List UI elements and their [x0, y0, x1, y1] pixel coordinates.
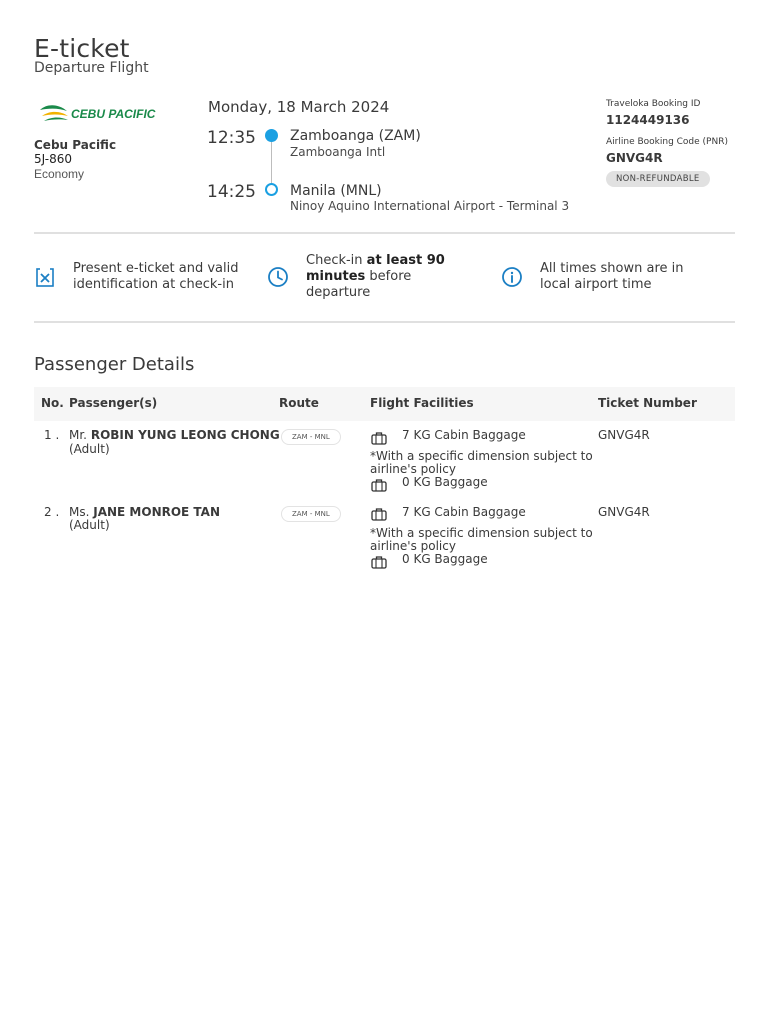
- clock-icon: [267, 266, 289, 288]
- page-title: E-ticket: [34, 34, 130, 63]
- baggage-icon: [371, 477, 387, 491]
- pnr-code: GNVG4R: [606, 151, 663, 165]
- salutation: Ms.: [69, 505, 90, 519]
- column-header-facilities: Flight Facilities: [370, 396, 474, 410]
- arrival-time: 14:25: [207, 182, 256, 202]
- booking-id-label: Traveloka Booking ID: [606, 99, 701, 109]
- divider: [34, 321, 735, 323]
- row-number: 1 .: [44, 428, 60, 442]
- route-line: [271, 142, 272, 184]
- airline-name: Cebu Pacific: [34, 138, 117, 152]
- baggage-icon: [371, 506, 387, 520]
- departure-time: 12:35: [207, 128, 256, 148]
- checked-baggage: 0 KG Baggage: [402, 552, 488, 566]
- checked-baggage: 0 KG Baggage: [402, 475, 488, 489]
- refund-status-badge: NON-REFUNDABLE: [606, 171, 710, 187]
- departure-dot-icon: [265, 129, 278, 142]
- passenger-type: (Adult): [69, 442, 110, 456]
- arrival-airport: Ninoy Aquino International Airport - Terminal 3: [290, 199, 570, 213]
- row-number: 2 .: [44, 505, 60, 519]
- salutation: Mr.: [69, 428, 87, 442]
- departure-city: Zamboanga (ZAM): [290, 128, 421, 144]
- baggage-note: *With a specific dimension subject to airline's policy: [370, 449, 593, 476]
- cabin-baggage: 7 KG Cabin Baggage: [402, 505, 526, 519]
- passenger-full-name: ROBIN YUNG LEONG CHONG: [90, 428, 280, 442]
- id-notice: Present e-ticket and valid identification at check-in: [73, 261, 239, 292]
- passenger-section-title: Passenger Details: [34, 354, 195, 375]
- column-header-ticket: Ticket Number: [598, 396, 697, 410]
- passenger-type: (Adult): [69, 518, 110, 532]
- info-icon: [501, 266, 523, 288]
- svg-text:CEBU PACIFIC: CEBU PACIFIC: [71, 107, 156, 121]
- passenger-name: [69, 428, 280, 442]
- passenger-name: [69, 505, 220, 519]
- arrival-city: Manila (MNL): [290, 183, 382, 199]
- baggage-note: *With a specific dimension subject to airline's policy: [370, 526, 593, 553]
- checkin-suffix: before departure: [306, 269, 412, 300]
- checkin-emphasis: at least 90 minutes: [306, 253, 445, 284]
- divider: [34, 232, 735, 234]
- id-card-icon: [35, 267, 55, 287]
- ticket-number: GNVG4R: [598, 428, 650, 442]
- route-pill: ZAM - MNL: [281, 506, 341, 522]
- ticket-number: GNVG4R: [598, 505, 650, 519]
- departure-airport: Zamboanga Intl: [290, 145, 386, 159]
- column-header-route: Route: [279, 396, 319, 410]
- column-header-no: No.: [41, 396, 64, 410]
- checkin-prefix: Check-in: [306, 253, 367, 268]
- checkin-notice: [306, 253, 456, 301]
- baggage-icon: [371, 554, 387, 568]
- cabin-class: Economy: [34, 167, 85, 181]
- baggage-icon: [371, 430, 387, 444]
- flight-number: 5J-860: [34, 152, 72, 166]
- flight-date: Monday, 18 March 2024: [208, 98, 390, 116]
- arrival-dot-icon: [265, 183, 278, 196]
- pnr-label: Airline Booking Code (PNR): [606, 137, 728, 147]
- column-header-passenger: Passenger(s): [69, 396, 158, 410]
- booking-id: 1124449136: [606, 113, 690, 127]
- passenger-full-name: JANE MONROE TAN: [93, 505, 221, 519]
- route-pill: ZAM - MNL: [281, 429, 341, 445]
- page-subtitle: Departure Flight: [34, 60, 149, 76]
- time-notice: All times shown are in local airport time: [540, 261, 684, 292]
- cabin-baggage: 7 KG Cabin Baggage: [402, 428, 526, 442]
- cebu-pacific-logo: [37, 101, 162, 127]
